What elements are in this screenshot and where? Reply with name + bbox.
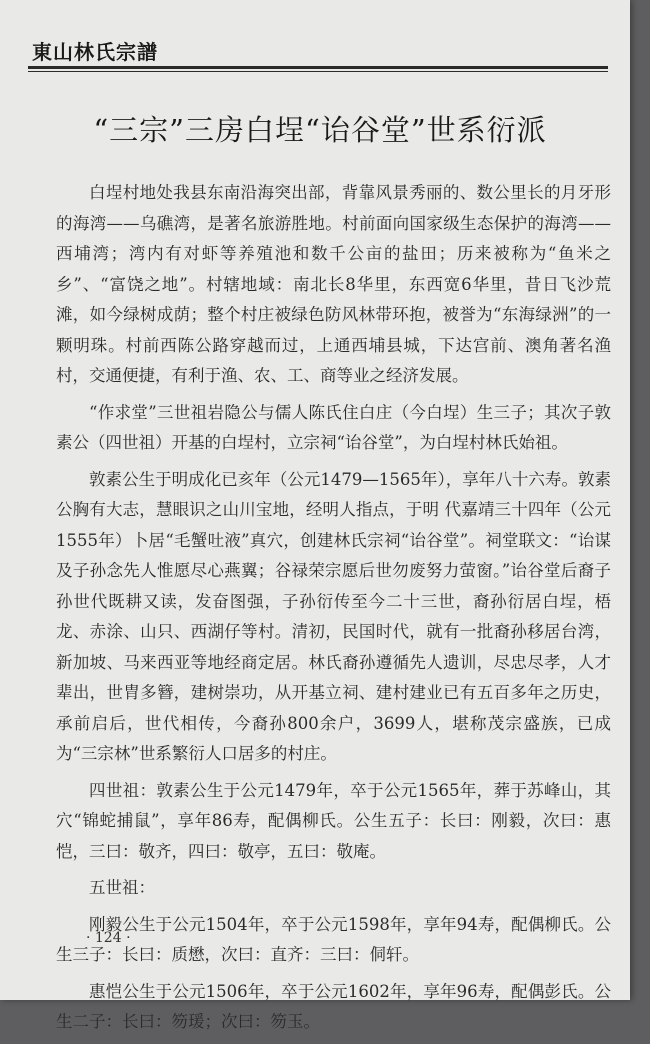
body-text [56,178,611,1044]
running-header [28,30,608,74]
paragraph-2: “作求堂”三世祖岩隐公与儒人陈氏住白庄（今白埕）生三子；其次子敦素公（四世祖）开基的白埕村，立宗祠“诒谷堂”，为白埕村林氏始祖。 [56,402,611,452]
paragraph-7: 惠恺公生于公元1506年，卒于公元1602年，享年96寿，配偶彭氏。公生二子：长曰：笏瑗；次曰：笏玉。 [56,981,611,1031]
paragraph-1: 白埕村地处我县东南沿海突出部，背靠风景秀丽的、数公里长的月牙形的海湾——乌礁湾，是著名旅游胜地。村前面向国家级生态保护的海湾——西埔湾；湾内有对虾等养殖池和数千公亩的盐田；历来被称为“鱼米之乡”、“富饶之地”。村辖地域：南北长8华里，东西宽6华里，昔日飞沙荒滩，如今绿树成荫；整个村庄被绿色防风林带环抱，被誉为“东海绿洲”的一颗明珠。村前西陈公路穿越而过，上通西埔县城，下达宫前、澳角著名渔村，交通便捷，有利于渔、农、工、商等业之经济发展。 [56,183,611,385]
page-title: “三宗”三房白埕“诒谷堂”世系衍派 [93,113,547,147]
paragraph-5: 五世祖： [89,878,155,897]
header-title: 東山林氏宗譜 [32,40,158,64]
paragraph-3: 敦素公生于明成化已亥年（公元1479—1565年），享年八十六寿。敦素公胸有大志，慧眼识之山川宝地，经明人指点，于明 代嘉靖三十四年（公元1555年）卜居“毛蟹吐液”真穴，创建林氏宗祠“诒谷堂”。祠堂联文：“诒谋及子孙念先人惟愿尽心燕翼；谷禄荣宗愿后世勿废努力萤窗。”诒谷堂后裔子孙世代既耕又读，发奋图强，子孙衍传至今二十三世，裔孙衍居白埕，梧龙、赤涂、山只、西湖仔等村。清初，民国时代，就有一批裔孙移居台湾，新加坡、马来西亚等地经商定居。林氏裔孙遵循先人遗训，尽忠尽孝，人才辈出，世胄多簪，建树崇功，从开基立祠、建村建业已有五百多年之历史，承前启后，世代相传，今裔孙800余户，3699人，堪称茂宗盛族，已成为“三宗林”世系繁衍人口居多的村庄。 [56,469,611,763]
paragraph-6: 刚毅公生于公元1504年，卒于公元1598年，享年94寿，配偶柳氏。公生三子：长曰：质懋，次曰：直齐：三曰：侗轩。 [56,914,611,964]
paragraph-4: 四世祖：敦素公生于公元1479年，卒于公元1565年，葬于苏峰山，其穴“锦蛇捕鼠”，享年86寿，配偶柳氏。公生五子：长曰：刚毅，次曰：惠恺，三曰：敬齐，四曰：敬亭，五曰：敬庵。 [56,780,611,861]
header-rule-thick [28,66,608,69]
page-number: · 124 · [86,930,131,946]
header-rule-thin [28,71,608,72]
